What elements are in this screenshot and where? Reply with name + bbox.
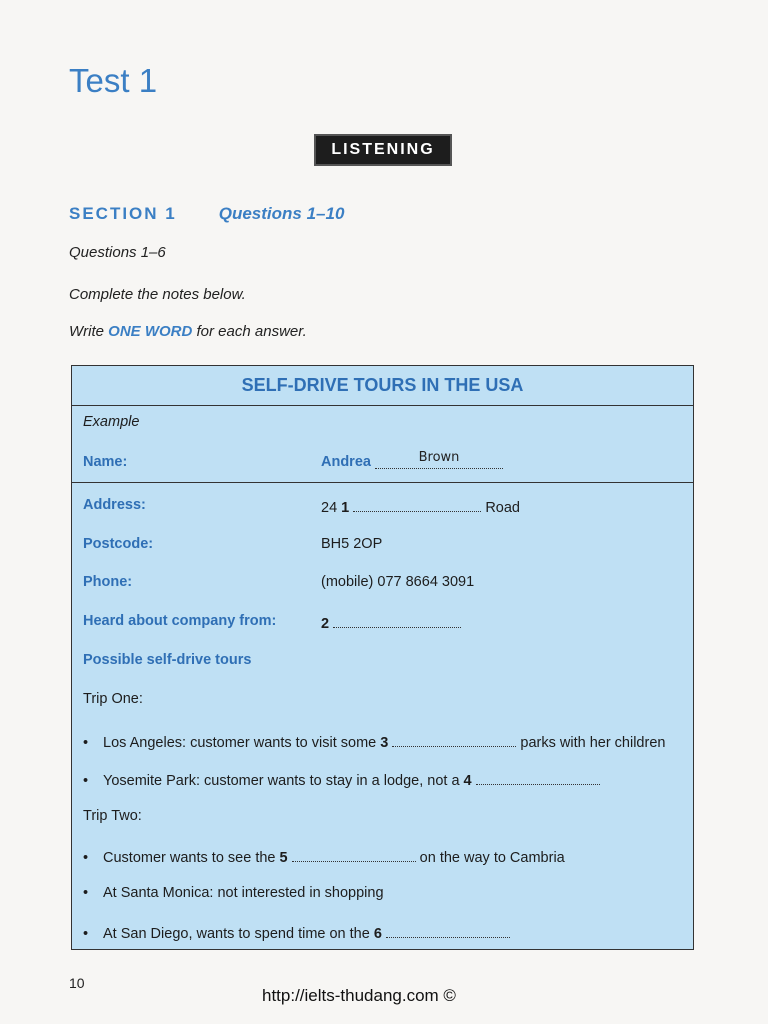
question-2-blank[interactable] <box>333 613 461 628</box>
trip-two-label: Trip Two: <box>83 808 142 824</box>
trip-one-bullet-1 <box>83 732 665 751</box>
address-label: Address: <box>83 497 146 513</box>
postcode-label: Postcode: <box>83 536 154 552</box>
trip-two-bullet-3 <box>83 923 510 942</box>
bullet-text: Customer wants to see the <box>103 850 276 866</box>
bullet-text: At San Diego, wants to spend time on the <box>103 926 370 942</box>
bullet-text: Los Angeles: customer wants to visit some <box>103 735 377 751</box>
question-6-blank[interactable] <box>386 923 510 938</box>
phone-label: Phone: <box>83 574 133 590</box>
example-separator <box>72 482 693 483</box>
bullet-dot: • <box>83 773 89 789</box>
name-answer: Brown <box>418 450 460 465</box>
heard-value <box>321 613 461 632</box>
heard-label: Heard about company from: <box>83 613 277 629</box>
bullet-suffix: on the way to Cambria <box>419 850 565 866</box>
bullet-text: Yosemite Park: customer wants to stay in a lodge, not a <box>103 773 460 789</box>
question-2-number: 2 <box>321 616 330 632</box>
listening-badge: LISTENING <box>314 134 452 166</box>
write-prefix: Write <box>69 323 109 340</box>
bullet-dot: • <box>83 926 89 942</box>
name-label: Name: <box>83 454 128 470</box>
name-value <box>321 450 503 470</box>
section-questions: Questions 1–10 <box>218 204 345 223</box>
bullet-dot: • <box>83 735 89 751</box>
question-5-blank[interactable] <box>292 847 416 862</box>
trip-one-label: Trip One: <box>83 691 143 707</box>
question-6-number: 6 <box>373 926 382 942</box>
bullet-dot: • <box>83 850 89 866</box>
address-suffix: Road <box>485 500 520 516</box>
name-first: Andrea <box>321 454 371 470</box>
test-title: Test 1 <box>69 62 158 99</box>
question-3-blank[interactable] <box>392 732 516 747</box>
sub-questions-label: Questions 1–6 <box>69 244 166 261</box>
question-1-number: 1 <box>341 500 350 516</box>
name-answer-blank <box>375 450 503 469</box>
tours-label: Possible self-drive tours <box>83 652 252 668</box>
postcode-value: BH5 2OP <box>321 536 383 552</box>
question-1-blank[interactable] <box>353 497 481 512</box>
phone-value: (mobile) 077 8664 3091 <box>321 574 475 590</box>
write-instruction <box>69 323 307 340</box>
bullet-suffix: parks with her children <box>520 735 666 751</box>
question-4-number: 4 <box>463 773 472 789</box>
address-value <box>321 497 520 516</box>
bullet-text: At Santa Monica: not interested in shopping <box>103 885 384 901</box>
trip-one-bullet-2 <box>83 770 600 789</box>
page-number: 10 <box>69 975 85 991</box>
write-emphasis: ONE WORD <box>108 323 193 340</box>
question-5-number: 5 <box>279 850 288 866</box>
section-label: SECTION 1 <box>69 204 177 223</box>
question-4-blank[interactable] <box>476 770 600 785</box>
notes-title: SELF-DRIVE TOURS IN THE USA <box>72 366 693 406</box>
trip-two-bullet-1 <box>83 847 565 866</box>
notes-box <box>71 365 694 950</box>
complete-instruction: Complete the notes below. <box>69 286 246 303</box>
bullet-dot: • <box>83 885 89 901</box>
trip-two-bullet-2 <box>83 885 384 901</box>
write-suffix: for each answer. <box>192 323 307 340</box>
example-label: Example <box>83 414 140 430</box>
address-prefix: 24 <box>321 500 338 516</box>
question-3-number: 3 <box>380 735 389 751</box>
section-heading <box>69 204 344 224</box>
footer-url[interactable]: http://ielts-thudang.com © <box>262 986 456 1005</box>
